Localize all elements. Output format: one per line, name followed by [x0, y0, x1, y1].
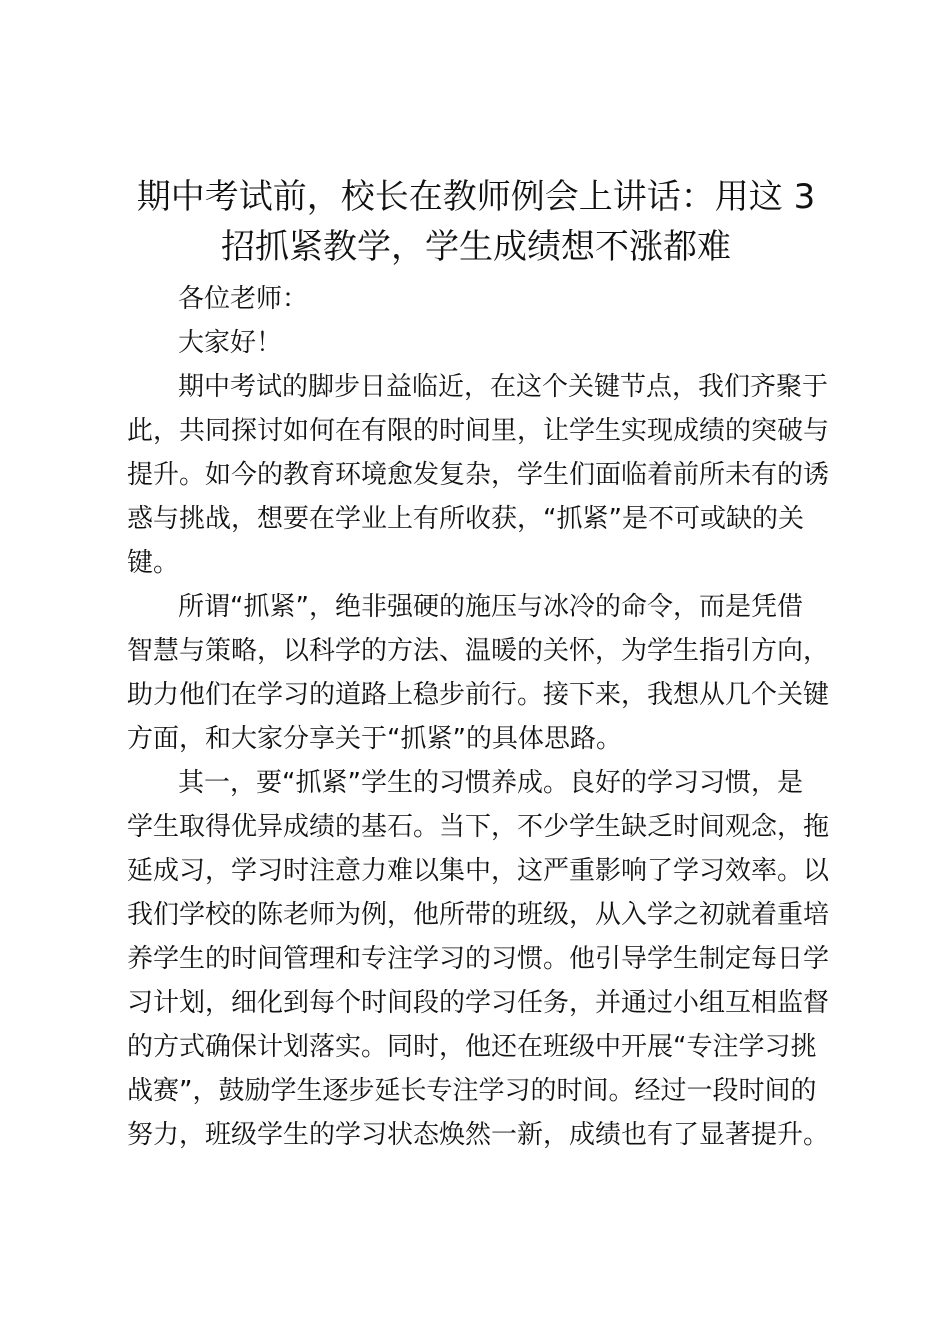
paragraph-3-line-5: 养学生的时间管理和专注学习的习惯。他引导学生制定每日学	[127, 944, 830, 974]
title-line-2: 招抓紧教学，学生成绩想不涨都难	[221, 227, 731, 267]
paragraph-2-line-2: 智慧与策略，以科学的方法、温暖的关怀，为学生指引方向，	[127, 636, 830, 666]
paragraph-3-line-6: 习计划，细化到每个时间段的学习任务，并通过小组互相监督	[127, 988, 830, 1018]
paragraph-3-line-9: 努力，班级学生的学习状态焕然一新，成绩也有了显著提升。	[127, 1120, 830, 1150]
paragraph-3-line-2: 学生取得优异成绩的基石。当下，不少学生缺乏时间观念，拖	[127, 812, 830, 842]
title-line-1: 期中考试前，校长在教师例会上讲话：用这 3	[136, 177, 816, 217]
paragraph-3-line-3: 延成习，学习时注意力难以集中，这严重影响了学习效率。以	[127, 856, 830, 886]
paragraph-3-line-8: 战赛”，鼓励学生逐步延长专注学习的时间。经过一段时间的	[127, 1076, 817, 1106]
paragraph-3-line-7: 的方式确保计划落实。同时，他还在班级中开展“专注学习挑	[127, 1032, 817, 1062]
paragraph-1-line-5: 键。	[127, 548, 180, 578]
paragraph-1-line-2: 此，共同探讨如何在有限的时间里，让学生实现成绩的突破与	[127, 416, 830, 446]
salutation: 各位老师：	[178, 284, 309, 314]
paragraph-1-line-4: 惑与挑战，想要在学业上有所收获，“抓紧”是不可或缺的关	[127, 504, 804, 534]
paragraph-2-line-1: 所谓“抓紧”，绝非强硬的施压与冰冷的命令，而是凭借	[178, 592, 803, 622]
paragraph-2-line-3: 助力他们在学习的道路上稳步前行。接下来，我想从几个关键	[127, 680, 830, 710]
paragraph-3-line-1: 其一，要“抓紧”学生的习惯养成。良好的学习习惯，是	[178, 768, 803, 798]
paragraph-1-line-3: 提升。如今的教育环境愈发复杂，学生们面临着前所未有的诱	[127, 460, 830, 490]
paragraph-1-line-1: 期中考试的脚步日益临近，在这个关键节点，我们齐聚于	[178, 372, 829, 402]
greeting: 大家好！	[178, 328, 283, 358]
paragraph-2-line-4: 方面，和大家分享关于“抓紧”的具体思路。	[127, 724, 622, 754]
paragraph-3-line-4: 我们学校的陈老师为例，他所带的班级，从入学之初就着重培	[127, 900, 830, 930]
